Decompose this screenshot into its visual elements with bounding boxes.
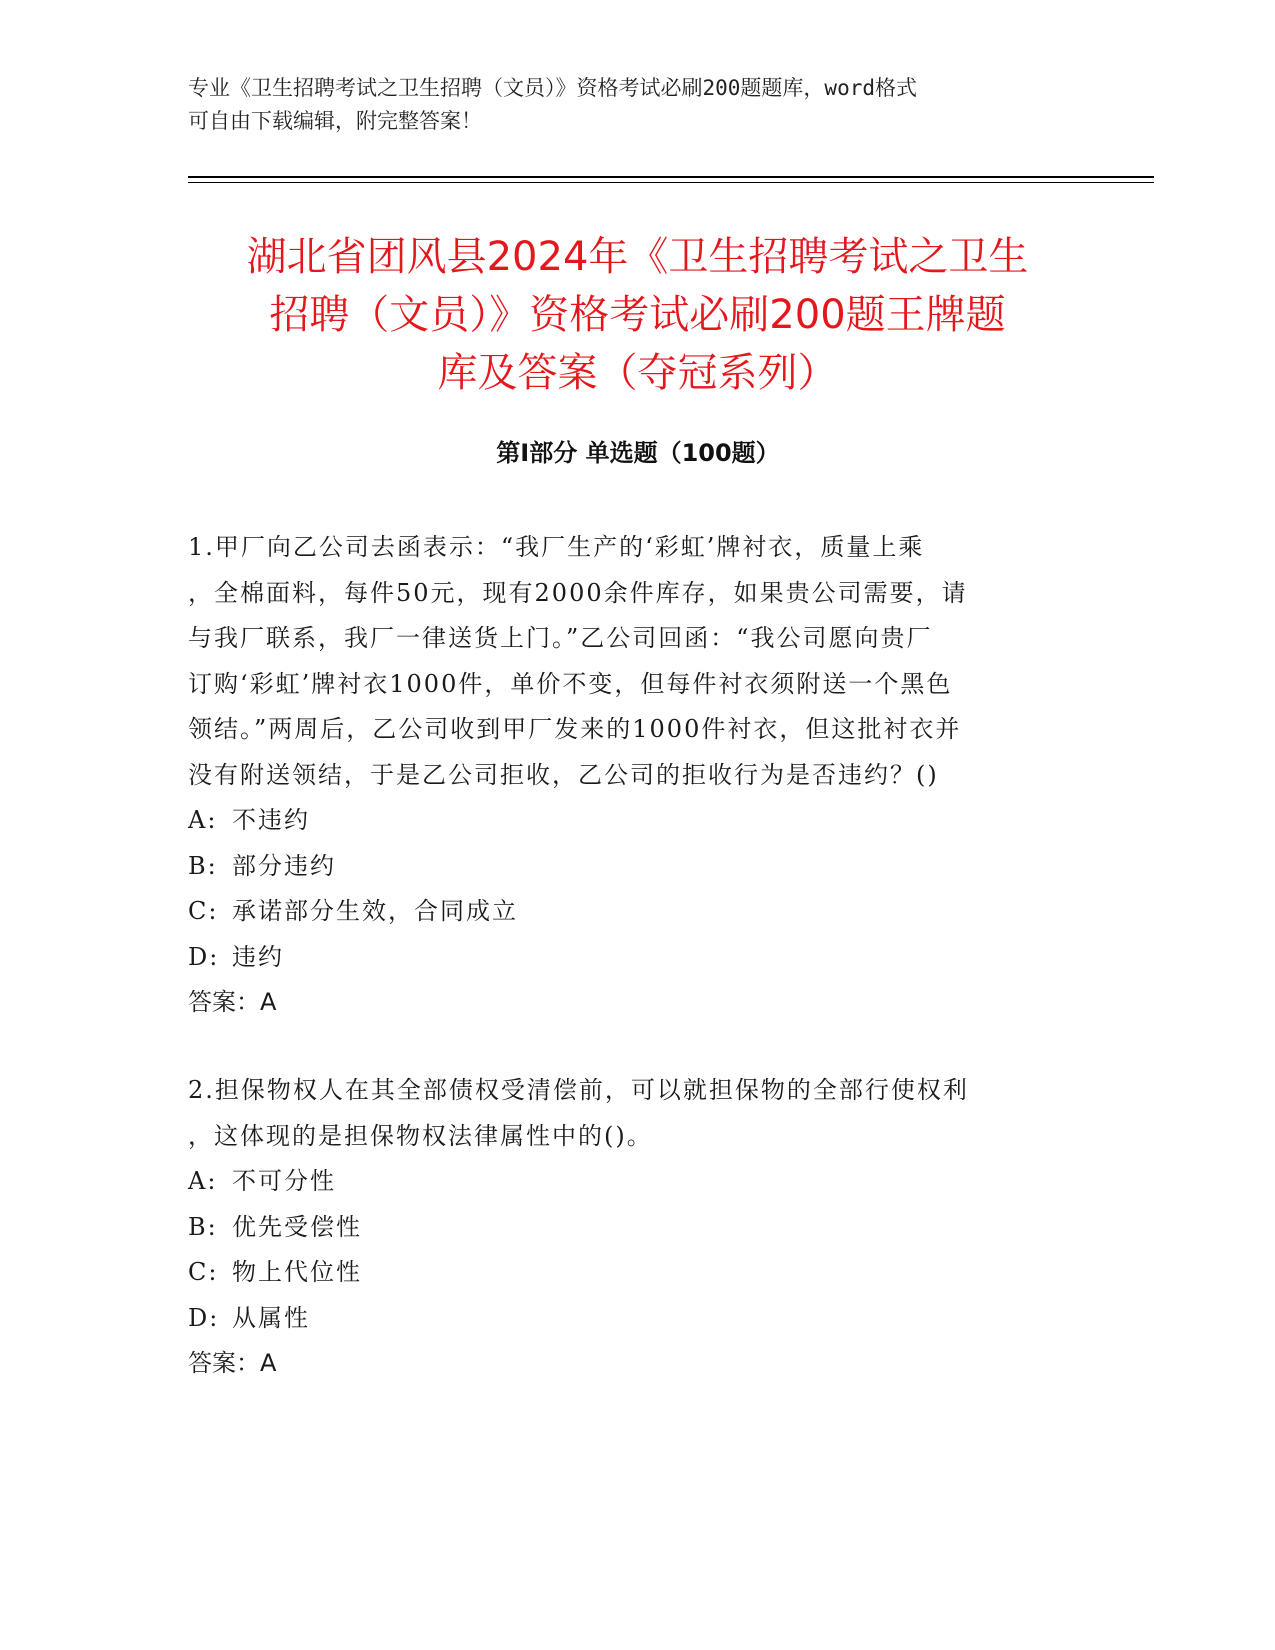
header-divider-thin [188, 182, 1154, 183]
section-title: 第Ⅰ部分 单选题（100题） [496, 439, 780, 467]
title-line-3: 库及答案（夺冠系列） [437, 350, 838, 396]
option-letter: C: [188, 1258, 219, 1286]
option-d [188, 1296, 1088, 1342]
question-stem-line: 2.担保物权人在其全部债权受清偿前，可以就担保物的全部行使权利 [188, 1076, 969, 1104]
header-note-line-1: 专业《卫生招聘考试之卫生招聘（文员）》资格考试必刷200题题库，word格式 [188, 76, 917, 100]
question-stem-line: 与我厂联系，我厂一律送货上门。”乙公司回函：“我公司愿向贵厂 [188, 624, 933, 652]
title-line-2: 招聘（文员）》资格考试必刷200题王牌题 [269, 292, 1006, 338]
question-stem-line: 没有附送领结，于是乙公司拒收，乙公司的拒收行为是否违约？() [188, 760, 939, 789]
option-text: 物上代位性 [232, 1258, 362, 1286]
option-b [188, 844, 1088, 890]
option-text: 不违约 [232, 806, 310, 834]
option-letter: D: [188, 942, 220, 971]
option-letter: C: [188, 897, 219, 925]
option-b [188, 1205, 1088, 1251]
header-divider-thick [188, 176, 1154, 178]
option-c [188, 1250, 1088, 1296]
document-title [160, 228, 1115, 402]
option-c [188, 889, 1088, 935]
question-stem-line: ，这体现的是担保物权法律属性中的()。 [188, 1121, 653, 1150]
title-line-1: 湖北省团风县2024年《卫生招聘考试之卫生 [246, 234, 1029, 280]
question-2 [188, 1068, 1088, 1387]
header-note-line-2: 可自由下载编辑，附完整答案！ [188, 109, 482, 133]
option-text: 部分违约 [232, 851, 336, 880]
option-text: 不可分性 [232, 1167, 336, 1195]
question-stem-line: ，全棉面料，每件50元，现有2000余件库存，如果贵公司需要，请 [188, 578, 968, 607]
option-text: 违约 [232, 942, 284, 971]
option-letter: D: [188, 1303, 220, 1332]
option-letter: A: [188, 806, 218, 834]
question-stem-line: 订购‘彩虹’牌衬衣1000件，单价不变，但每件衬衣须附送一个黑色 [188, 669, 953, 698]
option-letter: B: [188, 1212, 218, 1241]
option-text: 承诺部分生效，合同成立 [232, 897, 518, 925]
option-text: 优先受偿性 [232, 1212, 362, 1241]
option-letter: B: [188, 851, 218, 880]
option-text: 从属性 [232, 1303, 310, 1332]
question-1 [188, 525, 1088, 1026]
option-d [188, 935, 1088, 981]
option-a [188, 1159, 1088, 1205]
answer-line: 答案：A [188, 988, 277, 1016]
question-stem-line: 1.甲厂向乙公司去函表示：“我厂生产的‘彩虹’牌衬衣，质量上乘 [188, 533, 925, 561]
question-stem-line: 领结。”两周后，乙公司收到甲厂发来的1000件衬衣，但这批衬衣并 [188, 715, 962, 743]
option-letter: A: [188, 1167, 218, 1195]
option-a [188, 798, 1088, 844]
header-note [188, 72, 1068, 138]
answer-line: 答案：A [188, 1349, 277, 1377]
